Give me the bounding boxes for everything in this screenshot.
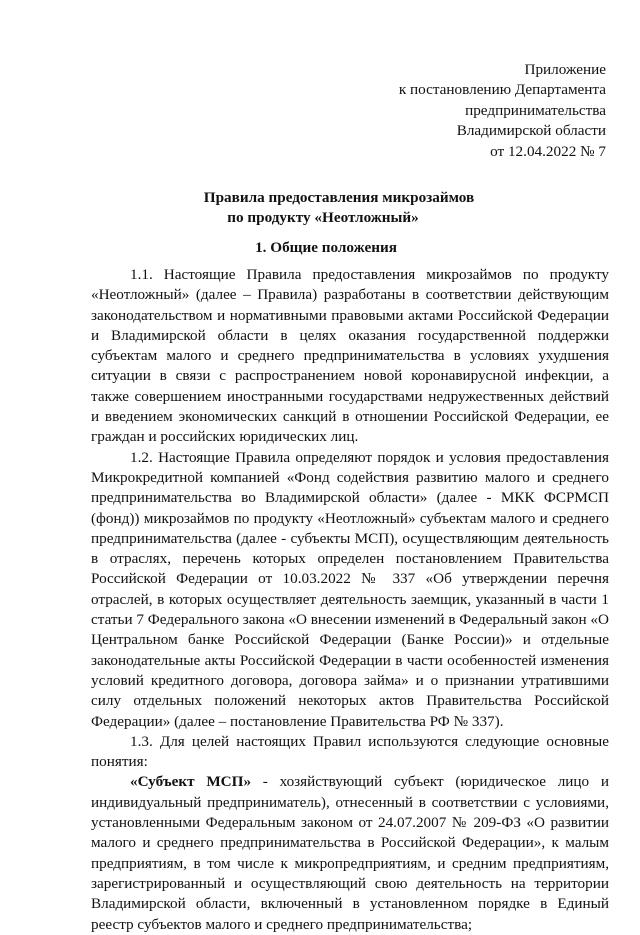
appendix-line-1: Приложение <box>524 61 606 78</box>
paragraph-1-2: 1.2. Настоящие Правила определяют порядок и условия предоставления Микрокредитной компанией «Фонд содействия развитию малого и среднего предпринимательства во Владимирской области» (далее - МКК ФСРМСП (фонд)) микрозаймов по продукту «Неотложный» субъектам малого и среднего предпринимательства (далее - субъекты МСП), осуществляющим деятельность в отраслях, перечень которых определен постановлением Правительства Российской Федерации от 10.03.2022 № 337 «Об утверждении перечня отраслей, в которых осуществляет деятельность заемщик, указанный в части 1 статьи 7 Федерального закона «О внесении изменений в Федеральный закон «О Центральном банке Российской Федерации (Банке России)» и отдельные законодательные акты Российской Федерации в части особенностей изменения условий кредитного договора, договора займа» и о признании утратившими силу отдельных положений некоторых актов Правительства Российской Федерации» (далее – постановление Правительства РФ № 337). <box>91 448 609 730</box>
paragraph-1-1: 1.1. Настоящие Правила предоставления микрозаймов по продукту «Неотложный» (далее – Правила) разработаны в соответствии действующим законодательством и нормативными правовыми актами Российской Федерации и Владимирской области в целях оказания государственной поддержки субъектам малого и среднего предпринимательства в условиях ухудшения ситуации в связи с распространением новой коронавирусной инфекции, а также совершением иностранными государствами недружественных действий и введением экономических санкций в отношении Российской Федерации, ее граждан и российских юридических лиц. <box>91 266 609 446</box>
paragraph-1-3: 1.3. Для целей настоящих Правил используются следующие основные понятия: <box>91 732 609 771</box>
definition-paragraph <box>91 772 609 934</box>
document-body <box>91 265 609 935</box>
appendix-line-3: предпринимательства <box>465 101 606 119</box>
definition-text: - хозяйствующий субъект (юридическое лицо и индивидуальный предприниматель), отнесенный в соответствии с условиями, установленными Федеральным законом от 24.07.2007 № 209-ФЗ «О развитии малого и среднего предпринимательства в Российской Федерации», к малым предприятиям, в том числе к микропредприятиям, и средним предприятиям, зарегистрированный и осуществляющий свою деятельность на территории Владимирской области, включенный в установленном порядке в Единый реестр субъектов малого и среднего предпринимательства; <box>91 773 609 933</box>
document-title <box>0 188 640 229</box>
document-title-line-2: по продукту «Неотложный» <box>227 209 419 227</box>
definition-term: «Субъект МСП» <box>130 773 252 791</box>
appendix-block <box>286 60 606 162</box>
appendix-line-5: от 12.04.2022 № 7 <box>490 142 606 160</box>
document-title-line-1: Правила предоставления микрозаймов <box>203 189 475 206</box>
appendix-line-2: к постановлению Департамента <box>398 81 606 99</box>
section-heading: 1. Общие положения <box>255 239 397 256</box>
appendix-line-4: Владимирской области <box>456 122 606 140</box>
